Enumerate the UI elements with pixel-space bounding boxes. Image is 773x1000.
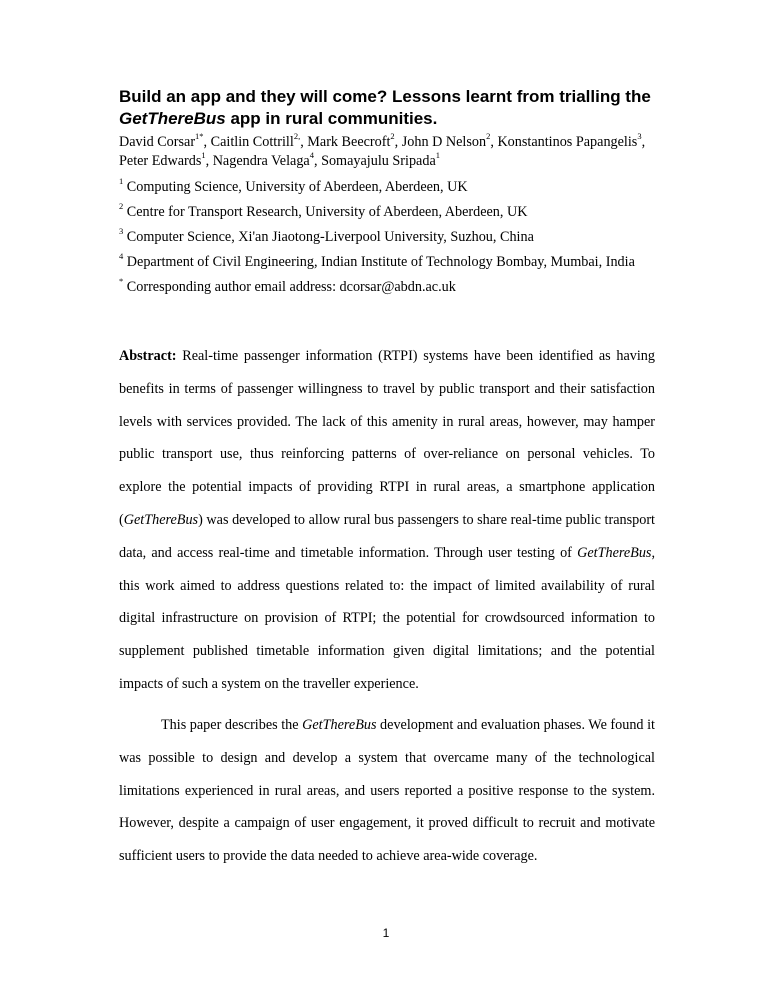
author: Nagendra Velaga$^4$, (212, 150, 322, 169)
author: Peter Edwards$^1$, (119, 150, 213, 169)
page-number: 1 (382, 926, 390, 940)
author: John D Nelson$^2$, (401, 131, 498, 150)
paper-title (119, 86, 659, 130)
abstract-paragraph: Abstract: Real-time passenger information (RTPI) systems have been identified as having benefits in terms of passenger willingness to travel by public transport and their satisfaction levels with services provided. The lack of this amenity in rural areas, however, may hamper public transport use, thus reinforcing patterns of over-reliance on personal vehicles. To explore the potential impacts of providing RTPI in rural areas, a smartphone application (GetThereBus) was developed to allow rural bus passengers to share real-time public transport data, and access real-time and timetable information. Through user testing of GetThereBus, this work aimed to address questions related to: the impact of limited availability of rural digital infrastructure on provision of RTPI; the potential for crowdsourced information to supplement published timetable information given digital limitations; and the potential impacts of such a system on the traveller experience. (119, 348, 655, 692)
affiliation: $^4$ Department of Civil Engineering, Indian Institute of Technology Bombay, Mumbai, India (119, 251, 635, 270)
affiliation: $^1$ Computing Science, University of Aberdeen, Aberdeen, UK (119, 176, 468, 195)
corresponding-author: * Corresponding author email address: dcorsar@abdn.ac.uk (119, 276, 456, 295)
abstract-label: Abstract: (119, 348, 177, 364)
title-text-part1: Build an app and they will come? Lessons learnt from trialling the (119, 87, 651, 106)
author: Mark Beecroft$^2$, (307, 131, 402, 150)
title-app-name: GetThereBus (119, 109, 226, 128)
author-list (119, 133, 664, 171)
author: David Corsar$^{1*}$, (119, 131, 211, 150)
affiliation: $^2$ Centre for Transport Research, University of Aberdeen, Aberdeen, UK (119, 201, 528, 220)
body-paragraph: This paper describes the GetThereBus development and evaluation phases. We found it was possible to design and develop a system that overcame many of the technological limitations experienced in rural areas, and users reported a positive response to the system. However, despite a campaign of user engagement, it proved difficult to recruit and motivate sufficient users to provide the data needed to achieve area-wide coverage. (119, 717, 655, 865)
author: Somayajulu Sripada$^1$ (321, 150, 440, 169)
title-text-part2: app in rural communities. (225, 109, 438, 128)
author: Konstantinos Papangelis$^3$, (497, 131, 646, 150)
author: Caitlin Cottrill$^{2,}$, (210, 131, 308, 150)
affiliation: $^3$ Computer Science, Xi'an Jiaotong-Liverpool University, Suzhou, China (119, 226, 534, 245)
